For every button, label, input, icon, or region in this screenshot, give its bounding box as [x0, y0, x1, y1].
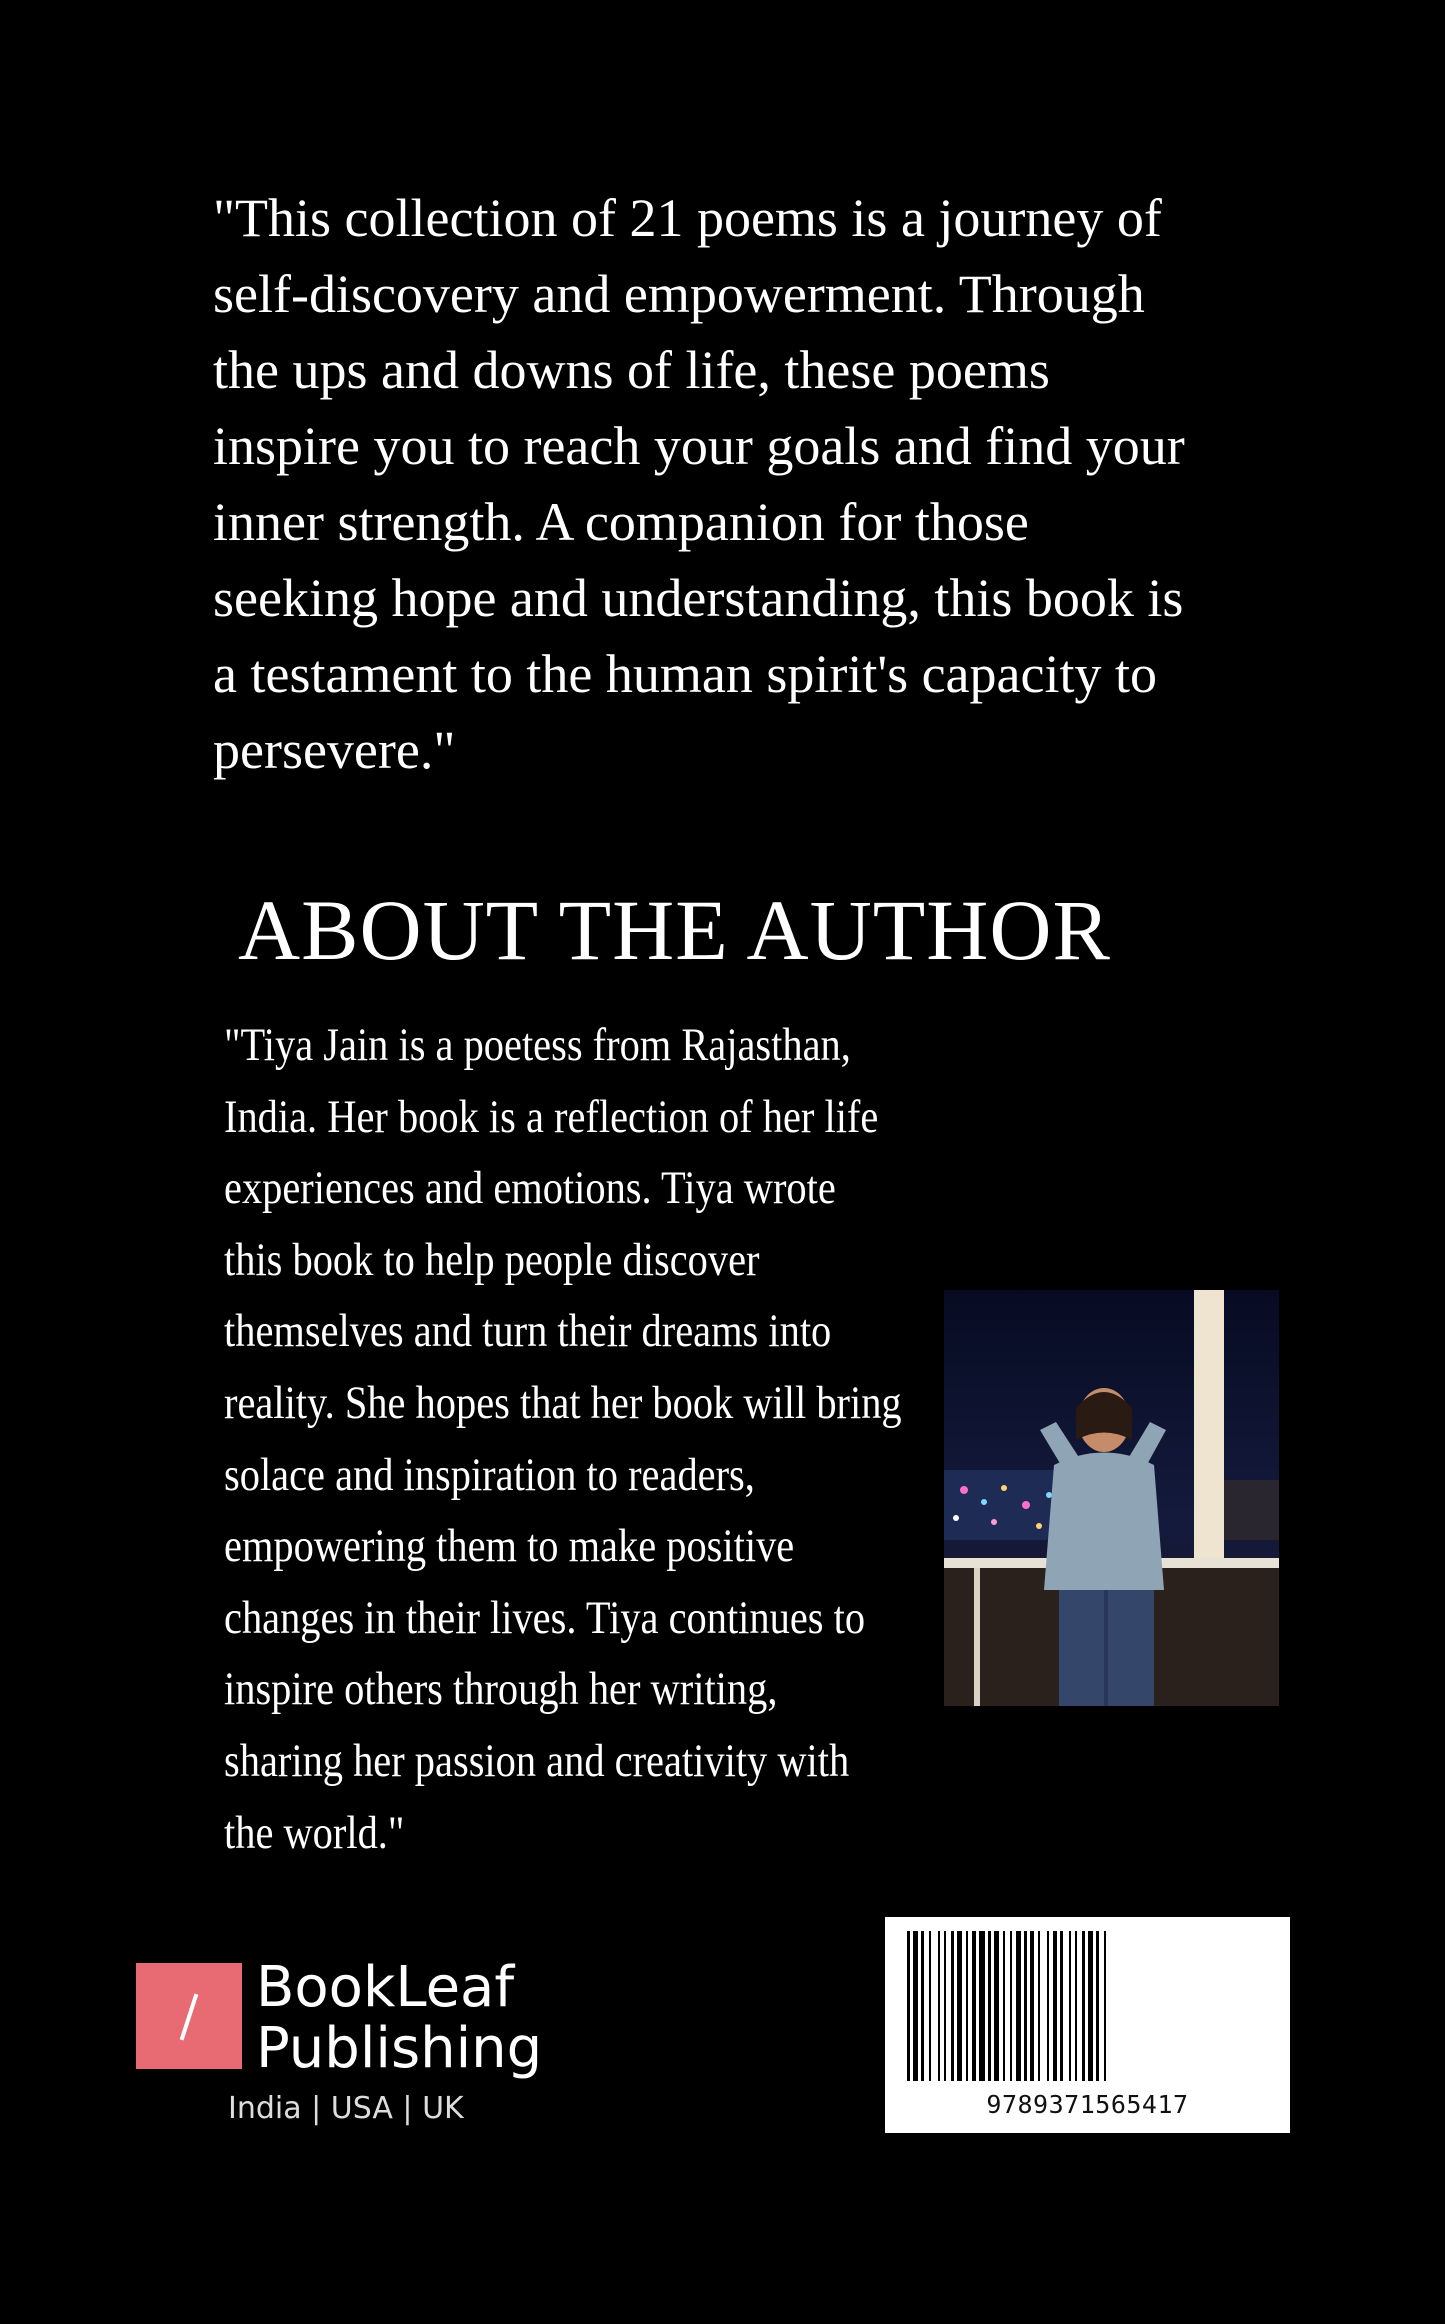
bio-line: reality. She hopes that her book will bring [224, 1376, 902, 1429]
isbn-barcode [885, 1917, 1290, 2133]
blurb-line: the ups and downs of life, these poems [213, 340, 1050, 400]
barcode-bar [1010, 1931, 1012, 2081]
barcode-bar [1003, 1931, 1005, 2081]
bio-line: the world." [224, 1806, 405, 1859]
author-photo [944, 1290, 1279, 1706]
blurb-line: seeking hope and understanding, this book is [213, 568, 1184, 628]
barcode-bar [944, 1931, 946, 2081]
blurb-line: persevere." [213, 720, 456, 780]
barcode-bar [1088, 1931, 1093, 2081]
bio-line: this book to help people discover [224, 1233, 760, 1286]
barcode-bar [972, 1931, 976, 2081]
bio-line: empowering them to make positive [224, 1520, 795, 1573]
blurb-line: inspire you to reach your goals and find your [213, 416, 1185, 476]
barcode-bar [1096, 1931, 1099, 2081]
publisher-name-line2: Publishing [256, 2016, 543, 2081]
barcode-bar [907, 1931, 910, 2081]
about-author-heading: ABOUT THE AUTHOR [238, 882, 1111, 978]
barcode-bar [1075, 1931, 1077, 2081]
barcode-bar [921, 1931, 924, 2081]
barcode-bar [979, 1931, 985, 2081]
barcode-bar [1082, 1931, 1085, 2081]
barcode-bar [1053, 1931, 1057, 2081]
author-photo-illustration [944, 1290, 1279, 1706]
bio-line: inspire others through her writing, [224, 1663, 778, 1716]
author-bio [224, 1010, 946, 1869]
barcode-bar [994, 1931, 999, 2081]
barcode-bar [1024, 1931, 1027, 2081]
blurb-line: "This collection of 21 poems is a journey of [213, 188, 1162, 248]
bio-line: solace and inspiration to readers, [224, 1448, 755, 1501]
bio-line: "Tiya Jain is a poetess from Rajasthan, [224, 1019, 851, 1071]
blurb-line: a testament to the human spirit's capacity to [213, 644, 1157, 704]
bookleaf-logo-icon [136, 1963, 242, 2069]
barcode-bar [988, 1931, 991, 2081]
bio-line: themselves and turn their dreams into [224, 1305, 832, 1358]
barcode-bar [913, 1931, 918, 2081]
barcode-bar [1030, 1931, 1034, 2081]
barcode-bar [929, 1931, 931, 2081]
blurb-line: inner strength. A companion for those [213, 492, 1029, 552]
bio-line: experiences and emotions. Tiya wrote [224, 1162, 836, 1215]
barcode-bar [1060, 1931, 1063, 2081]
barcode-bar [1069, 1931, 1071, 2081]
barcode-bar [938, 1931, 940, 2081]
publisher-name-line1: BookLeaf [256, 1955, 515, 2020]
barcode-bar [966, 1931, 968, 2081]
barcode-bar [1104, 1931, 1106, 2081]
publisher-regions: India | USA | UK [228, 2091, 464, 2126]
barcode-bar [1047, 1931, 1049, 2081]
back-cover-blurb [213, 180, 1323, 788]
bio-line: sharing her passion and creativity with [224, 1734, 850, 1787]
barcode-bar [951, 1931, 954, 2081]
barcode-bar [957, 1931, 962, 2081]
barcode-bar [1038, 1931, 1040, 2081]
bio-line: India. Her book is a reflection of her life [224, 1090, 879, 1143]
bio-line: changes in their lives. Tiya continues to [224, 1591, 866, 1644]
slash-icon [180, 1994, 199, 2041]
publisher-name [256, 1957, 542, 2079]
barcode-bar [1016, 1931, 1021, 2081]
isbn-number: 9789371565417 [986, 2090, 1189, 2119]
blurb-line: self-discovery and empowerment. Through [213, 264, 1145, 324]
